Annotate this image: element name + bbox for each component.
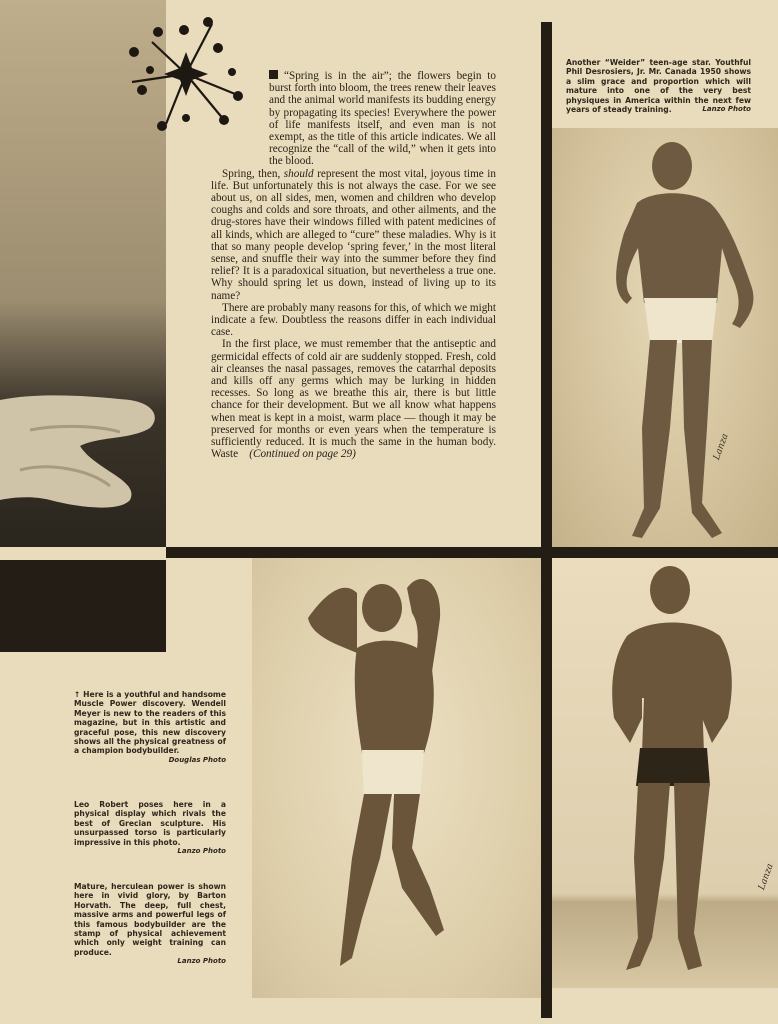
article-paragraph-3: There are probably many reasons for this, of which we might indicate a few. Doubtless the reasons differ in each individual case.: [211, 301, 496, 339]
photo-leo-robert: [252, 558, 541, 998]
left-dark-block: [0, 560, 166, 652]
caption-wendell-meyer: ↑ Here is a youthful and handsome Muscle Power discovery. Wendell Meyer is new to the readers of this magazine, but in this artistic and graceful pose, this new discovery shows all the physical greatness of a champion bodybuilder. Douglas Photo: [74, 690, 226, 764]
photo-barton-horvath: [552, 558, 778, 988]
caption-barton-horvath: Mature, herculean power is shown here in vivid glory, by Barton Horvath. The deep, full chest, massive arms and powerful legs of this famous bodybuilder are the stamp of physical achievement which only weight training can produce. Lanzo Photo: [74, 882, 226, 966]
bodybuilder-figure-2: [252, 558, 541, 998]
square-bullet-icon: [269, 70, 278, 79]
horizontal-divider: [166, 547, 778, 558]
photographer-signature-1: Lanza: [712, 432, 731, 462]
article-body: [211, 70, 496, 461]
photographer-signature-3: Lanza: [757, 862, 776, 892]
bodybuilder-figure-1: [552, 128, 778, 547]
article-paragraph-4: In the first place, we must remember that the antiseptic and germicidal effects of cold air are suddenly stopped. Fresh, cold air cleanses the nasal passages, removes the catarrhal deposits and kills off any germs which may be lurking in hidden recesses. So long as we breathe this air, there is but little chance for their development. But we all know what happens when meat is kept in a moist, warm place — though it may be preserved for months or even years when the temperature is sufficiently reduced. It is much the same in the human body. Waste (Continued on page 29): [211, 338, 496, 461]
article-paragraph-1: “Spring is in the air”; the flowers begin to burst forth into bloom, the trees renew their leaves and the animal world manifests its budding energy by propagating its species! Everywhere the power of life manifests itself, and even man is not exempt, as the title of this article indicates. We all recognize the “call of the wild,” when it gets into the blood.: [269, 70, 496, 168]
continued-note: (Continued on page 29): [249, 448, 356, 461]
bodybuilder-figure-3: [552, 558, 778, 988]
article-paragraph-2: Spring, then, should represent the most vital, joyous time in life. But unfortunately this is not always the case. For we see about us, on all sides, men, women and children who develop coughs and colds and sore throats, and other ailments, and the drug-stores have their windows filled with patent medicines of all kinds, which are alleged to “cure” these maladies. Why is it that so many people develop ‘spring fever,’ in the most literal sense, and snuffle their way into the summer before they find relief? It is a paradoxical situation, but nevertheless a true one. Why should spring let us down, instead of living up to its name?: [211, 167, 496, 302]
light-stripe: [64, 547, 166, 560]
photo-phil-desrosiers: [552, 128, 778, 547]
caption-leo-robert: Leo Robert poses here in a physical display which rivals the best of Grecian sculpture. His unsurpassed torso is particularly impressive in this photo. Lanzo Photo: [74, 800, 226, 856]
vertical-divider: [541, 22, 552, 1018]
caption-phil-desrosiers: Another “Weider” teen-age star. Youthful Phil Desrosiers, Jr. Mr. Canada 1950 shows a slim grace and proportion which will mature into one of the very best physiques in America within the next few years of steady training. Lanzo Photo: [566, 58, 751, 115]
